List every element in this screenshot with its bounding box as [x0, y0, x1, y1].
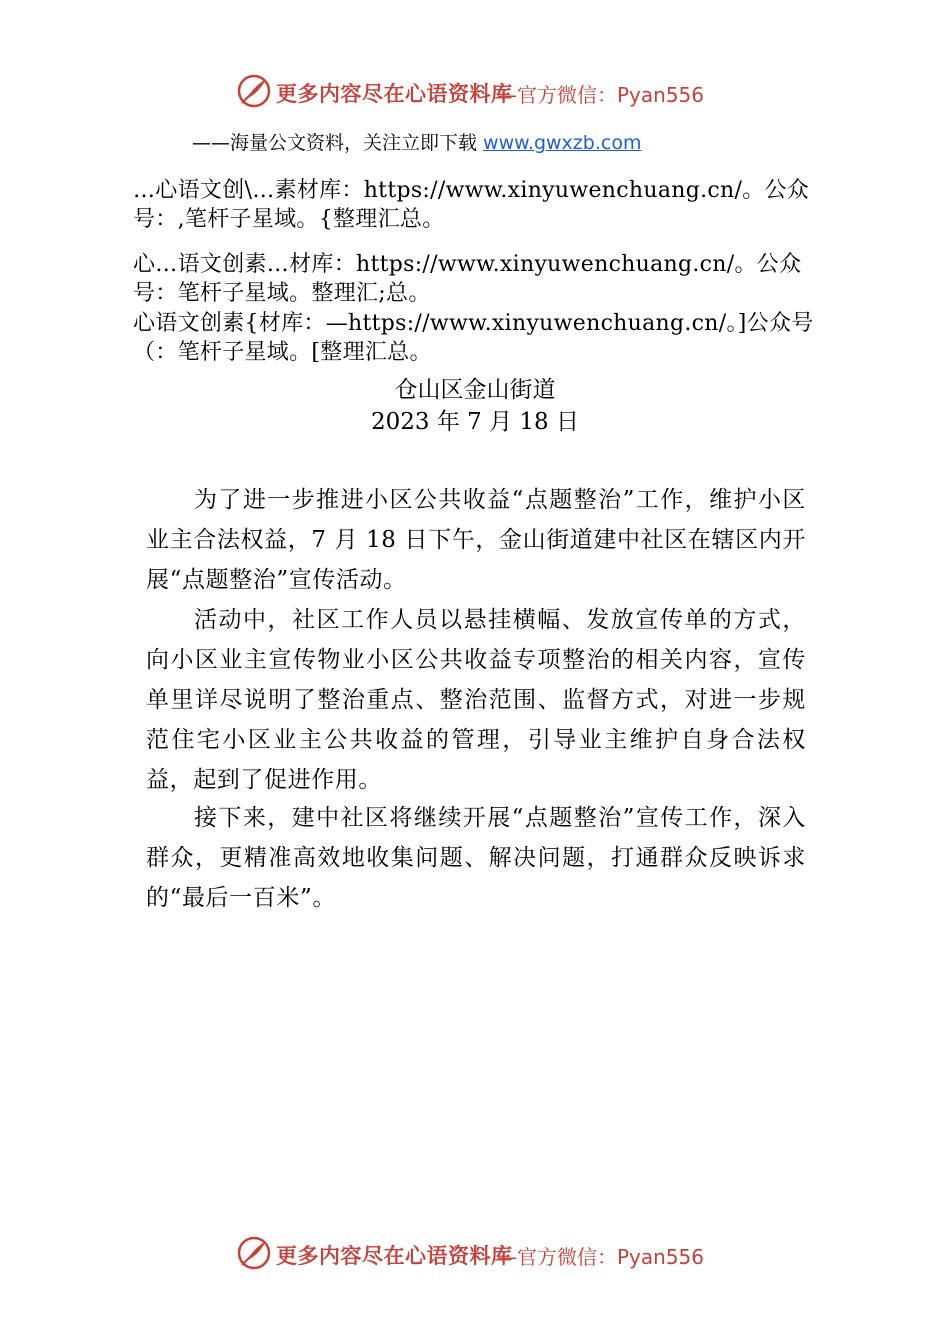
banner-wechat: —官方微信：Pyan556: [497, 1245, 705, 1269]
banner-wechat: —官方微信：Pyan556: [497, 83, 705, 107]
download-link[interactable]: www.gwxzb.com: [483, 132, 642, 154]
document-title: 仓山区金山街道: [394, 377, 556, 403]
tagline: [192, 128, 641, 155]
body-paragraph: 活动中，社区工作人员以悬挂横幅、发放宣传单的方式，向小区业主宣传物业小区公共收益专项整治的相关内容，宣传单里详尽说明了整治重点、整治范围、监督方式，对进一步规范住宅小区业主公共收益的管理，引导业主维护自身合法权益，起到了促进作用。: [146, 607, 806, 793]
watermark-line: 心语文创素{材库：—https://www.xinyuwenchuang.cn/。]公众号（：笔杆子星域。[整理汇总。: [133, 311, 814, 365]
header-banner: [0, 70, 950, 114]
quill-logo-icon: [236, 1235, 272, 1271]
footer-banner: [0, 1232, 950, 1276]
body-paragraph: 接下来，建中社区将继续开展“点题整治”宣传工作，深入群众，更精准高效地收集问题、解决问题，打通群众反映诉求的“最后一百米”。: [146, 805, 806, 911]
watermark-line: …心语文创\…素材库：https://www.xinyuwenchuang.cn/。公众号：,笔杆子星域。{整理汇总。: [133, 178, 810, 232]
banner-title: 更多内容尽在心语资料库: [276, 1243, 513, 1268]
quill-logo-icon: [236, 73, 272, 109]
body-paragraph: 为了进一步推进小区公共收益“点题整治”工作，维护小区业主合法权益，7 月 18 日下午，金山街道建中社区在辖区内开展“点题整治”宣传活动。: [146, 487, 806, 593]
tagline-text: ——海量公文资料，关注立即下载: [192, 132, 484, 154]
document-date: 2023 年 7 月 18 日: [371, 409, 579, 435]
banner-title: 更多内容尽在心语资料库: [276, 81, 513, 106]
watermark-line: 心…语文创素…材库：https://www.xinyuwenchuang.cn/。公众号：笔杆子星域。整理汇;总。: [133, 252, 802, 306]
